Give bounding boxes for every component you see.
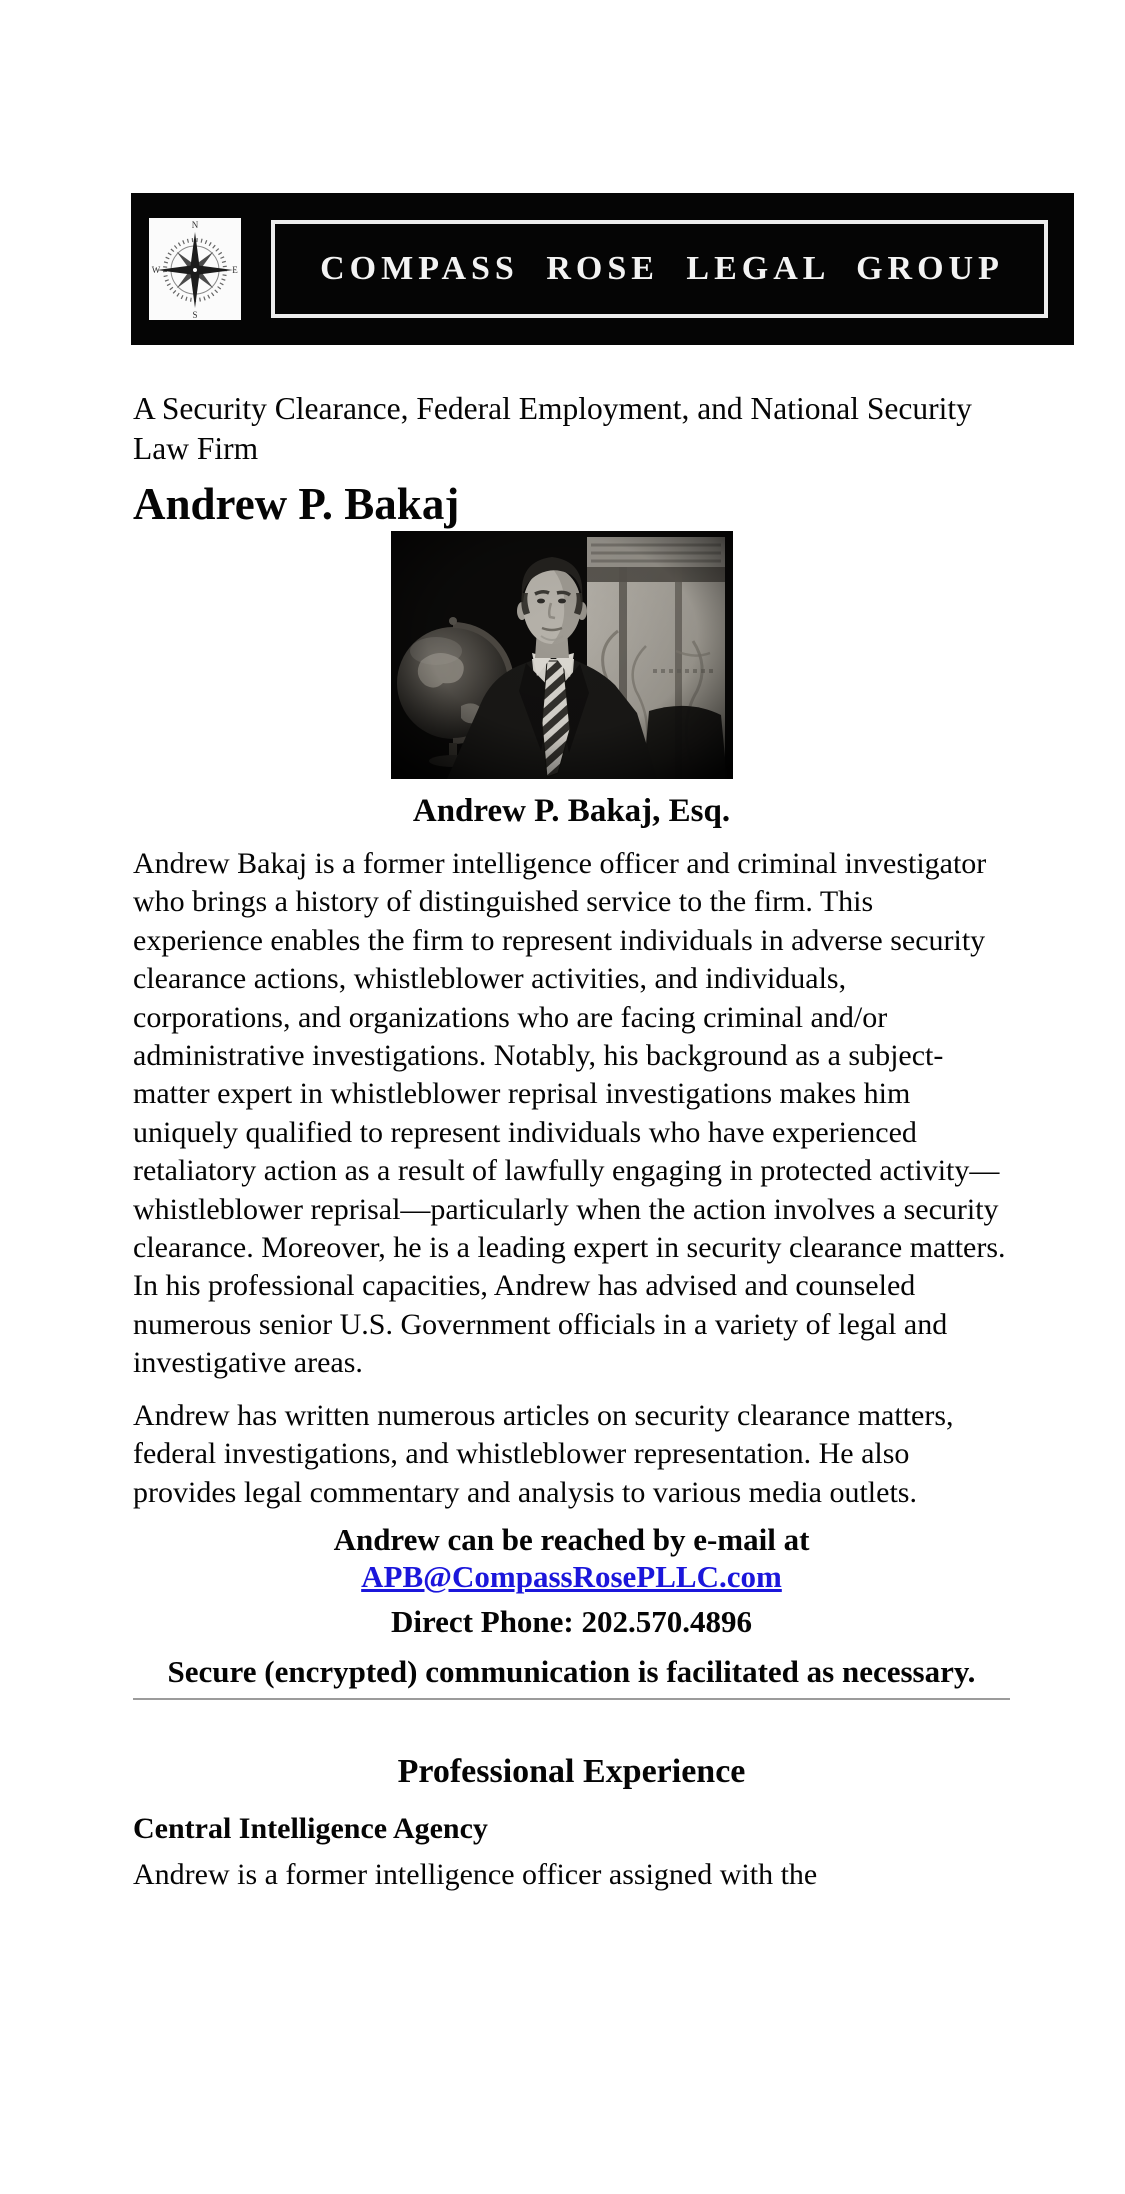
main-content — [133, 389, 1010, 1894]
email-intro-text: Andrew can be reached by e-mail at — [333, 1521, 810, 1557]
compass-rose-logo[interactable] — [149, 218, 241, 320]
compass-rose-icon — [149, 218, 241, 320]
attorney-portrait-image — [391, 531, 733, 779]
compass-east-label: E — [232, 265, 238, 275]
firm-tagline: A Security Clearance, Federal Employment, and National Security Law Firm — [133, 391, 972, 466]
bio-paragraph-1: Andrew Bakaj is a former intelligence officer and criminal investigator who brings a history of distinguished service to the firm. This experience enables the firm to represent individuals in adverse security clearance actions, whistleblower activities, and individuals, corporations, and organizations who are facing criminal and/or administrative investigations. Notably, his background as a subject-matter expert in whistleblower reprisal investigations makes him uniquely qualified to represent individuals who have experienced retaliatory action as a result of lawfully engaging in protected activity—whistleblower reprisal—particularly when the action involves a security clearance. Moreover, he is a leading expert in security clearance matters. In his professional capacities, Andrew has advised and counseled numerous senior U.S. Government officials in a variety of legal and investigative areas. — [133, 847, 1006, 1380]
section-title-professional-experience: Professional Experience — [397, 1752, 746, 1790]
attorney-photo — [391, 531, 733, 779]
page-title: Andrew P. Bakaj — [133, 479, 460, 529]
photo-caption: Andrew P. Bakaj, Esq. — [412, 793, 731, 829]
experience-org-cia: Central Intelligence Agency — [133, 1811, 488, 1845]
brand-name: COMPASS ROSE LEGAL GROUP — [320, 250, 1004, 287]
email-link[interactable]: APB@CompassRosePLLC.com — [361, 1558, 782, 1594]
experience-cia-description: Andrew is a former intelligence officer assigned with the — [133, 1857, 818, 1891]
header-banner — [131, 193, 1074, 345]
bio-paragraph-2: Andrew has written numerous articles on security clearance matters, federal investigations, and whistleblower representation. He also provides legal commentary and analysis to various media outlets. — [133, 1398, 954, 1509]
contact-email-line — [133, 1521, 1010, 1595]
contact-phone: Direct Phone: 202.570.4896 — [390, 1603, 753, 1639]
compass-west-label: W — [151, 265, 161, 275]
section-divider — [133, 1698, 1010, 1700]
secure-communication-note: Secure (encrypted) communication is facilitated as necessary. — [167, 1653, 976, 1689]
brand-box[interactable] — [271, 220, 1048, 318]
compass-south-label: S — [192, 310, 198, 320]
compass-north-label: N — [191, 220, 199, 230]
